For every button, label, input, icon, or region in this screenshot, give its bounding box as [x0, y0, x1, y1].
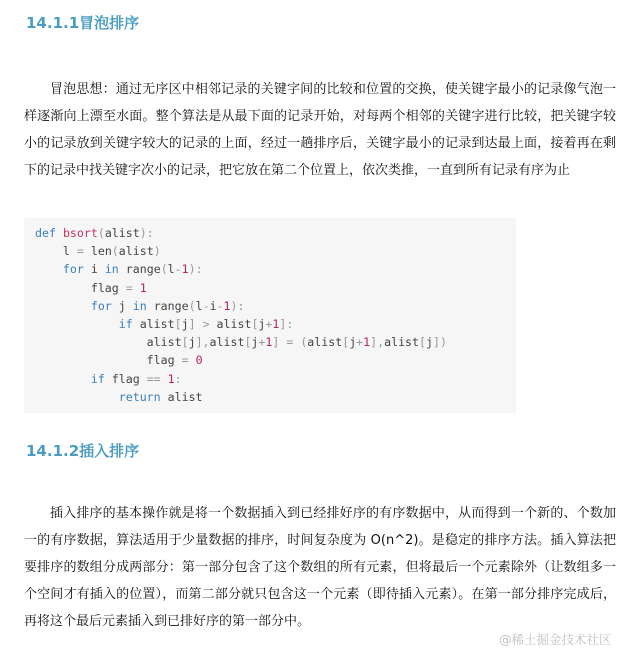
section-heading-bubble-sort: 14.1.1冒泡排序 [26, 14, 140, 32]
code-line: if flag == 1: [90, 371, 182, 386]
section-heading-insertion-sort: 14.1.2插入排序 [26, 442, 140, 460]
code-line: flag = 1 [35, 280, 147, 295]
code-line: l = len(alist) [35, 244, 161, 259]
code-block [24, 218, 516, 413]
code-line: return alist [118, 389, 203, 404]
code-line: if alist[j] > alist[j+1]: [118, 317, 294, 332]
code-line: alist[j],alist[j+1] = (alist[j+1],alist[j]) [35, 335, 447, 350]
code-content [35, 224, 447, 406]
insertion-sort-description: 插入排序的基本操作就是将一个数据插入到已经排好序的有序数据中，从而得到一个新的、个数加一的有序数据，算法适用于少量数据的排序，时间复杂度为 O(n^2)。是稳定的排序方法。插入算法把要排序的数组分成两部分：第一部分包含了这个数组的所有元素，但将最后一个元素除外（让数组多一个空间才有插入的位置），而第二部分就只包含这一个元素（即待插入元素）。在第一部分排序完成后，再将这个最后元素插入到已排好序的第一部分中。 [24, 506, 616, 629]
code-line: def bsort(alist): [35, 226, 154, 240]
code-line: for i in range(l-1): [62, 262, 203, 277]
bubble-sort-description: 冒泡思想：通过无序区中相邻记录的关键字间的比较和位置的交换，使关键字最小的记录像气泡一样逐渐向上漂至水面。整个算法是从最下面的记录开始，对每两个相邻的关键字进行比较，把关键字较小的记录放到关键字较大的记录的上面，经过一趟排序后，关键字最小的记录到达最上面，接着再在剩下的记录中找关键字次小的记录，把它放在第二个位置上，依次类推，一直到所有记录有序为止 [24, 82, 616, 178]
watermark: @稀土掘金技术社区 [499, 632, 612, 647]
code-line: for j in range(l-i-1): [90, 298, 245, 313]
code-line: flag = 0 [35, 353, 203, 368]
